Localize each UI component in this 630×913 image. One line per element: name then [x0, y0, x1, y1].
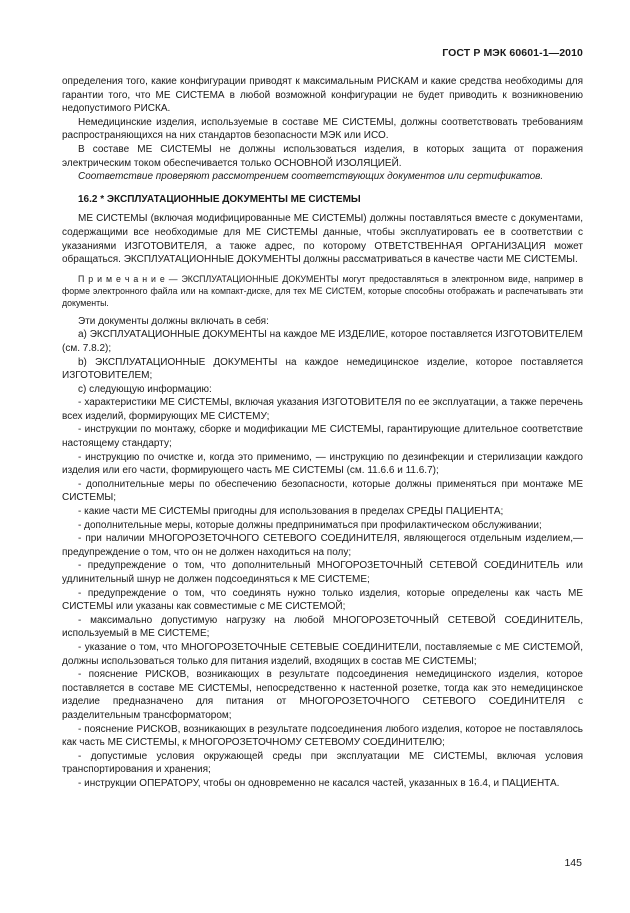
list-item: - инструкции по монтажу, сборке и модификации МЕ СИСТЕМЫ, гарантирующие длительное соответствие настоящему стандарту;	[62, 424, 583, 450]
list-item: - характеристики МЕ СИСТЕМЫ, включая указания ИЗГОТОВИТЕЛЯ по ее эксплуатации, а также перечень всех изделий, формирующих МЕ СИСТЕМУ;	[62, 397, 583, 422]
list-item: - предупреждение о том, что дополнительный МНОГОРОЗЕТОЧНЫЙ СЕТЕВОЙ СОЕДИНИТЕЛЬ или удлинительный шнур не должен подсоединяться к МЕ СИСТЕМЕ;	[62, 560, 583, 585]
list-item: a) ЭКСПЛУАТАЦИОННЫЕ ДОКУМЕНТЫ на каждое МЕ ИЗДЕЛИЕ, которое поставляется ИЗГОТОВИТЕЛЕМ (см. 7.8.2);	[62, 329, 583, 354]
list-item: - дополнительные меры по обеспечению безопасности, которые должны применяться при монтаже МЕ СИСТЕМЫ;	[62, 478, 583, 504]
document-body	[62, 75, 583, 791]
list-item: - инструкции ОПЕРАТОРУ, чтобы он одновременно не касался частей, указанных в 16.4, и ПАЦИЕНТА.	[78, 777, 560, 789]
list-item: - пояснение РИСКОВ, возникающих в результате подсоединения немедицинского изделия, которое поставляется в составе МЕ СИСТЕМЫ, непосредственно к настенной розетке, тогда как это немедицинское изделие предназначено для питания от МНОГОРОЗЕТОЧНОГО СЕТЕВОГО СОЕДИНИТЕЛЯ с разделительным трансформатором;	[62, 669, 583, 721]
list-item: - при наличии МНОГОРОЗЕТОЧНОГО СЕТЕВОГО СОЕДИНИТЕЛЯ, являющегося отдельным изделием,— предупреждение о том, что он не должен находиться на полу;	[62, 533, 583, 558]
section-heading: 16.2 * ЭКСПЛУАТАЦИОННЫЕ ДОКУМЕНТЫ МЕ СИСТЕМЫ	[78, 193, 361, 205]
list-item: - указание о том, что МНОГОРОЗЕТОЧНЫЕ СЕТЕВЫЕ СОЕДИНИТЕЛИ, поставляемые с МЕ СИСТЕМОЙ, должны использоваться только для питания изделий, входящих в состав МЕ СИСТЕМЫ;	[62, 641, 583, 667]
list-item: - пояснение РИСКОВ, возникающих в результате подсоединения любого изделия, которое не поставлялось как часть МЕ СИСТЕМЫ, к МНОГОРОЗЕТОЧНОМУ СЕТЕВОМУ СОЕДИНИТЕЛЮ;	[62, 723, 583, 749]
document-header: ГОСТ Р МЭК 60601-1—2010	[442, 47, 583, 59]
paragraph: В составе МЕ СИСТЕМЫ не должны использоваться изделия, в которых защита от поражения электрическим током обеспечивается только ОСНОВНОЙ ИЗОЛЯЦИЕЙ.	[62, 143, 583, 169]
list-item: - предупреждение о том, что соединять нужно только изделия, которые определены как часть МЕ СИСТЕМЫ или указаны как совместимые с МЕ СИСТЕМОЙ;	[62, 587, 583, 613]
section-intro: МЕ СИСТЕМЫ (включая модифицированные МЕ СИСТЕМЫ) должны поставляться вместе с документами, содержащими все необходимые для МЕ СИСТЕМЫ данные, чтобы эксплуатировать ее в соответствии с указаниями ИЗГОТОВИТЕЛЯ, а также адрес, по которому ОТВЕТСТВЕННАЯ ОРГАНИЗАЦИЯ может обращаться. ЭКСПЛУАТАЦИОННЫЕ ДОКУМЕНТЫ должны рассматриваться в качестве части МЕ СИСТЕМЫ.	[62, 213, 583, 266]
list-item: - дополнительные меры, которые должны предприниматься при профилактическом обслуживании;	[78, 519, 542, 531]
paragraph: определения того, какие конфигурации приводят к максимальным РИСКАМ и какие средства необходимы для гарантии того, что МЕ СИСТЕМА в любой возможной конфигурации не будет приводить к возникновению недопустимого РИСКА.	[62, 76, 583, 115]
page-number: 145	[564, 857, 582, 869]
paragraph: Немедицинские изделия, используемые в составе МЕ СИСТЕМЫ, должны соответствовать требованиям распространяющихся на них стандартов безопасности МЭК или ИСО.	[62, 116, 583, 142]
note: П р и м е ч а н и е — ЭКСПЛУАТАЦИОННЫЕ ДОКУМЕНТЫ могут предоставляться в электронном виде, например в форме электронного файла или на компакт-диске, для тех МЕ СИСТЕМ, которые способны отображать и распечатывать эти документы.	[62, 273, 583, 308]
list-item: - инструкцию по очистке и, когда это применимо, — инструкцию по дезинфекции и стерилизации каждого изделия или его части, формирующего часть МЕ СИСТЕМЫ (см. 11.6.6 и 11.6.7);	[62, 451, 583, 477]
list-item: - максимально допустимую нагрузку на любой МНОГОРОЗЕТОЧНЫЙ СЕТЕВОЙ СОЕДИНИТЕЛЬ, используемый в МЕ СИСТЕМЕ;	[62, 614, 583, 640]
list-intro: Эти документы должны включать в себя:	[78, 315, 269, 327]
list-item: b) ЭКСПЛУАТАЦИОННЫЕ ДОКУМЕНТЫ на каждое немедицинское изделие, которое поставляется ИЗГОТОВИТЕЛЕМ;	[62, 356, 583, 382]
list-item: - допустимые условия окружающей среды при эксплуатации МЕ СИСТЕМЫ, включая условия транспортирования и хранения;	[62, 750, 583, 776]
list-item: - какие части МЕ СИСТЕМЫ пригодны для использования в пределах СРЕДЫ ПАЦИЕНТА;	[78, 506, 504, 518]
compliance-statement: Соответствие проверяют рассмотрением соответствующих документов или сертификатов.	[78, 171, 544, 183]
list-item: c) следующую информацию:	[78, 383, 212, 395]
